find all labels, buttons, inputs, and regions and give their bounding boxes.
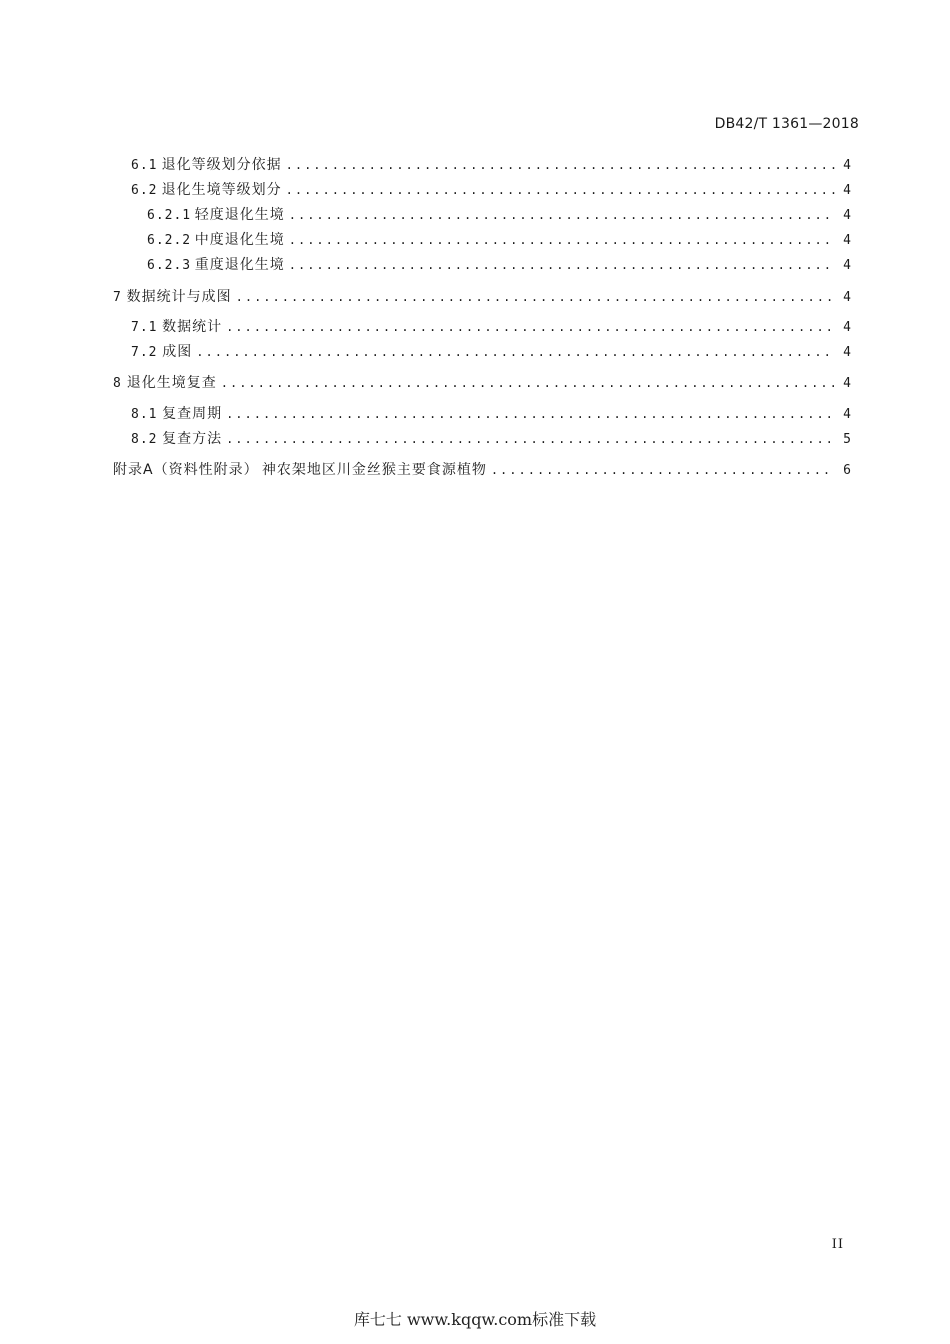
- toc-page: 4: [843, 290, 851, 305]
- toc-number: 7: [113, 290, 122, 305]
- toc-number: 附录A（资料性附录）: [113, 462, 259, 478]
- toc-page: 4: [843, 376, 851, 391]
- toc-entry-8-2[interactable]: [131, 430, 851, 448]
- toc-leader: [289, 206, 835, 224]
- toc-leader: [236, 288, 836, 306]
- toc-title: 复查周期: [162, 406, 223, 422]
- toc-title: 中度退化生境: [194, 232, 285, 248]
- toc-page: 4: [843, 233, 851, 248]
- toc-page: 6: [843, 463, 851, 478]
- toc-page: 4: [843, 208, 851, 223]
- toc-page: 4: [843, 183, 851, 198]
- toc-title: 退化生境复查: [126, 375, 217, 391]
- page-number: II: [831, 1237, 844, 1252]
- toc-title: 复查方法: [162, 431, 223, 447]
- toc-leader: [221, 374, 835, 392]
- toc-entry-6-2-3[interactable]: [147, 256, 851, 274]
- toc-title: 神农架地区川金丝猴主要食源植物: [261, 462, 487, 478]
- toc-leader: [226, 430, 835, 448]
- toc-leader: [226, 318, 835, 336]
- toc-page: 4: [843, 158, 851, 173]
- toc-title: 成图: [162, 344, 193, 360]
- toc-leader: [289, 256, 835, 274]
- toc-entry-7[interactable]: [113, 288, 851, 306]
- toc-number: 6.2.2: [147, 233, 192, 248]
- toc-title: 数据统计: [162, 319, 223, 335]
- document-code: DB42/T 1361—2018: [714, 116, 859, 132]
- toc-title: 重度退化生境: [194, 257, 285, 273]
- toc-number: 6.2: [131, 183, 158, 198]
- toc-page: 4: [843, 345, 851, 360]
- toc-leader: [289, 231, 835, 249]
- toc-entry-8-1[interactable]: [131, 405, 851, 423]
- toc-page: 5: [843, 432, 851, 447]
- toc-number: 8.2: [131, 432, 158, 447]
- toc-entry-6-2[interactable]: [131, 181, 851, 199]
- toc-number: 6.2.3: [147, 258, 192, 273]
- toc-entry-8[interactable]: [113, 374, 851, 392]
- toc-entry-7-2[interactable]: [131, 343, 851, 361]
- toc-title: 数据统计与成图: [126, 289, 232, 305]
- toc-title: 轻度退化生境: [194, 207, 285, 223]
- toc-page: 4: [843, 320, 851, 335]
- toc-leader: [286, 181, 836, 199]
- toc-number: 6.2.1: [147, 208, 192, 223]
- toc-entry-7-1[interactable]: [131, 318, 851, 336]
- toc-entry-appendix-a[interactable]: [113, 461, 851, 479]
- toc-number: 6.1: [131, 158, 158, 173]
- toc-leader: [286, 156, 836, 174]
- footer-watermark: 库七七 www.kqqw.com标准下载: [353, 1310, 597, 1329]
- toc-number: 7.2: [131, 345, 158, 360]
- toc-page: 4: [843, 258, 851, 273]
- toc-page: 4: [843, 407, 851, 422]
- toc-entry-6-2-2[interactable]: [147, 231, 851, 249]
- toc-number: 8.1: [131, 407, 158, 422]
- toc-leader: [196, 343, 835, 361]
- toc-number: 8: [113, 376, 122, 391]
- toc-leader: [491, 461, 835, 479]
- toc-entry-6-2-1[interactable]: [147, 206, 851, 224]
- toc-leader: [226, 405, 835, 423]
- toc-title: 退化生境等级划分: [161, 182, 282, 198]
- toc-number: 7.1: [131, 320, 158, 335]
- toc-entry-6-1[interactable]: [131, 156, 851, 174]
- toc-title: 退化等级划分依据: [161, 157, 282, 173]
